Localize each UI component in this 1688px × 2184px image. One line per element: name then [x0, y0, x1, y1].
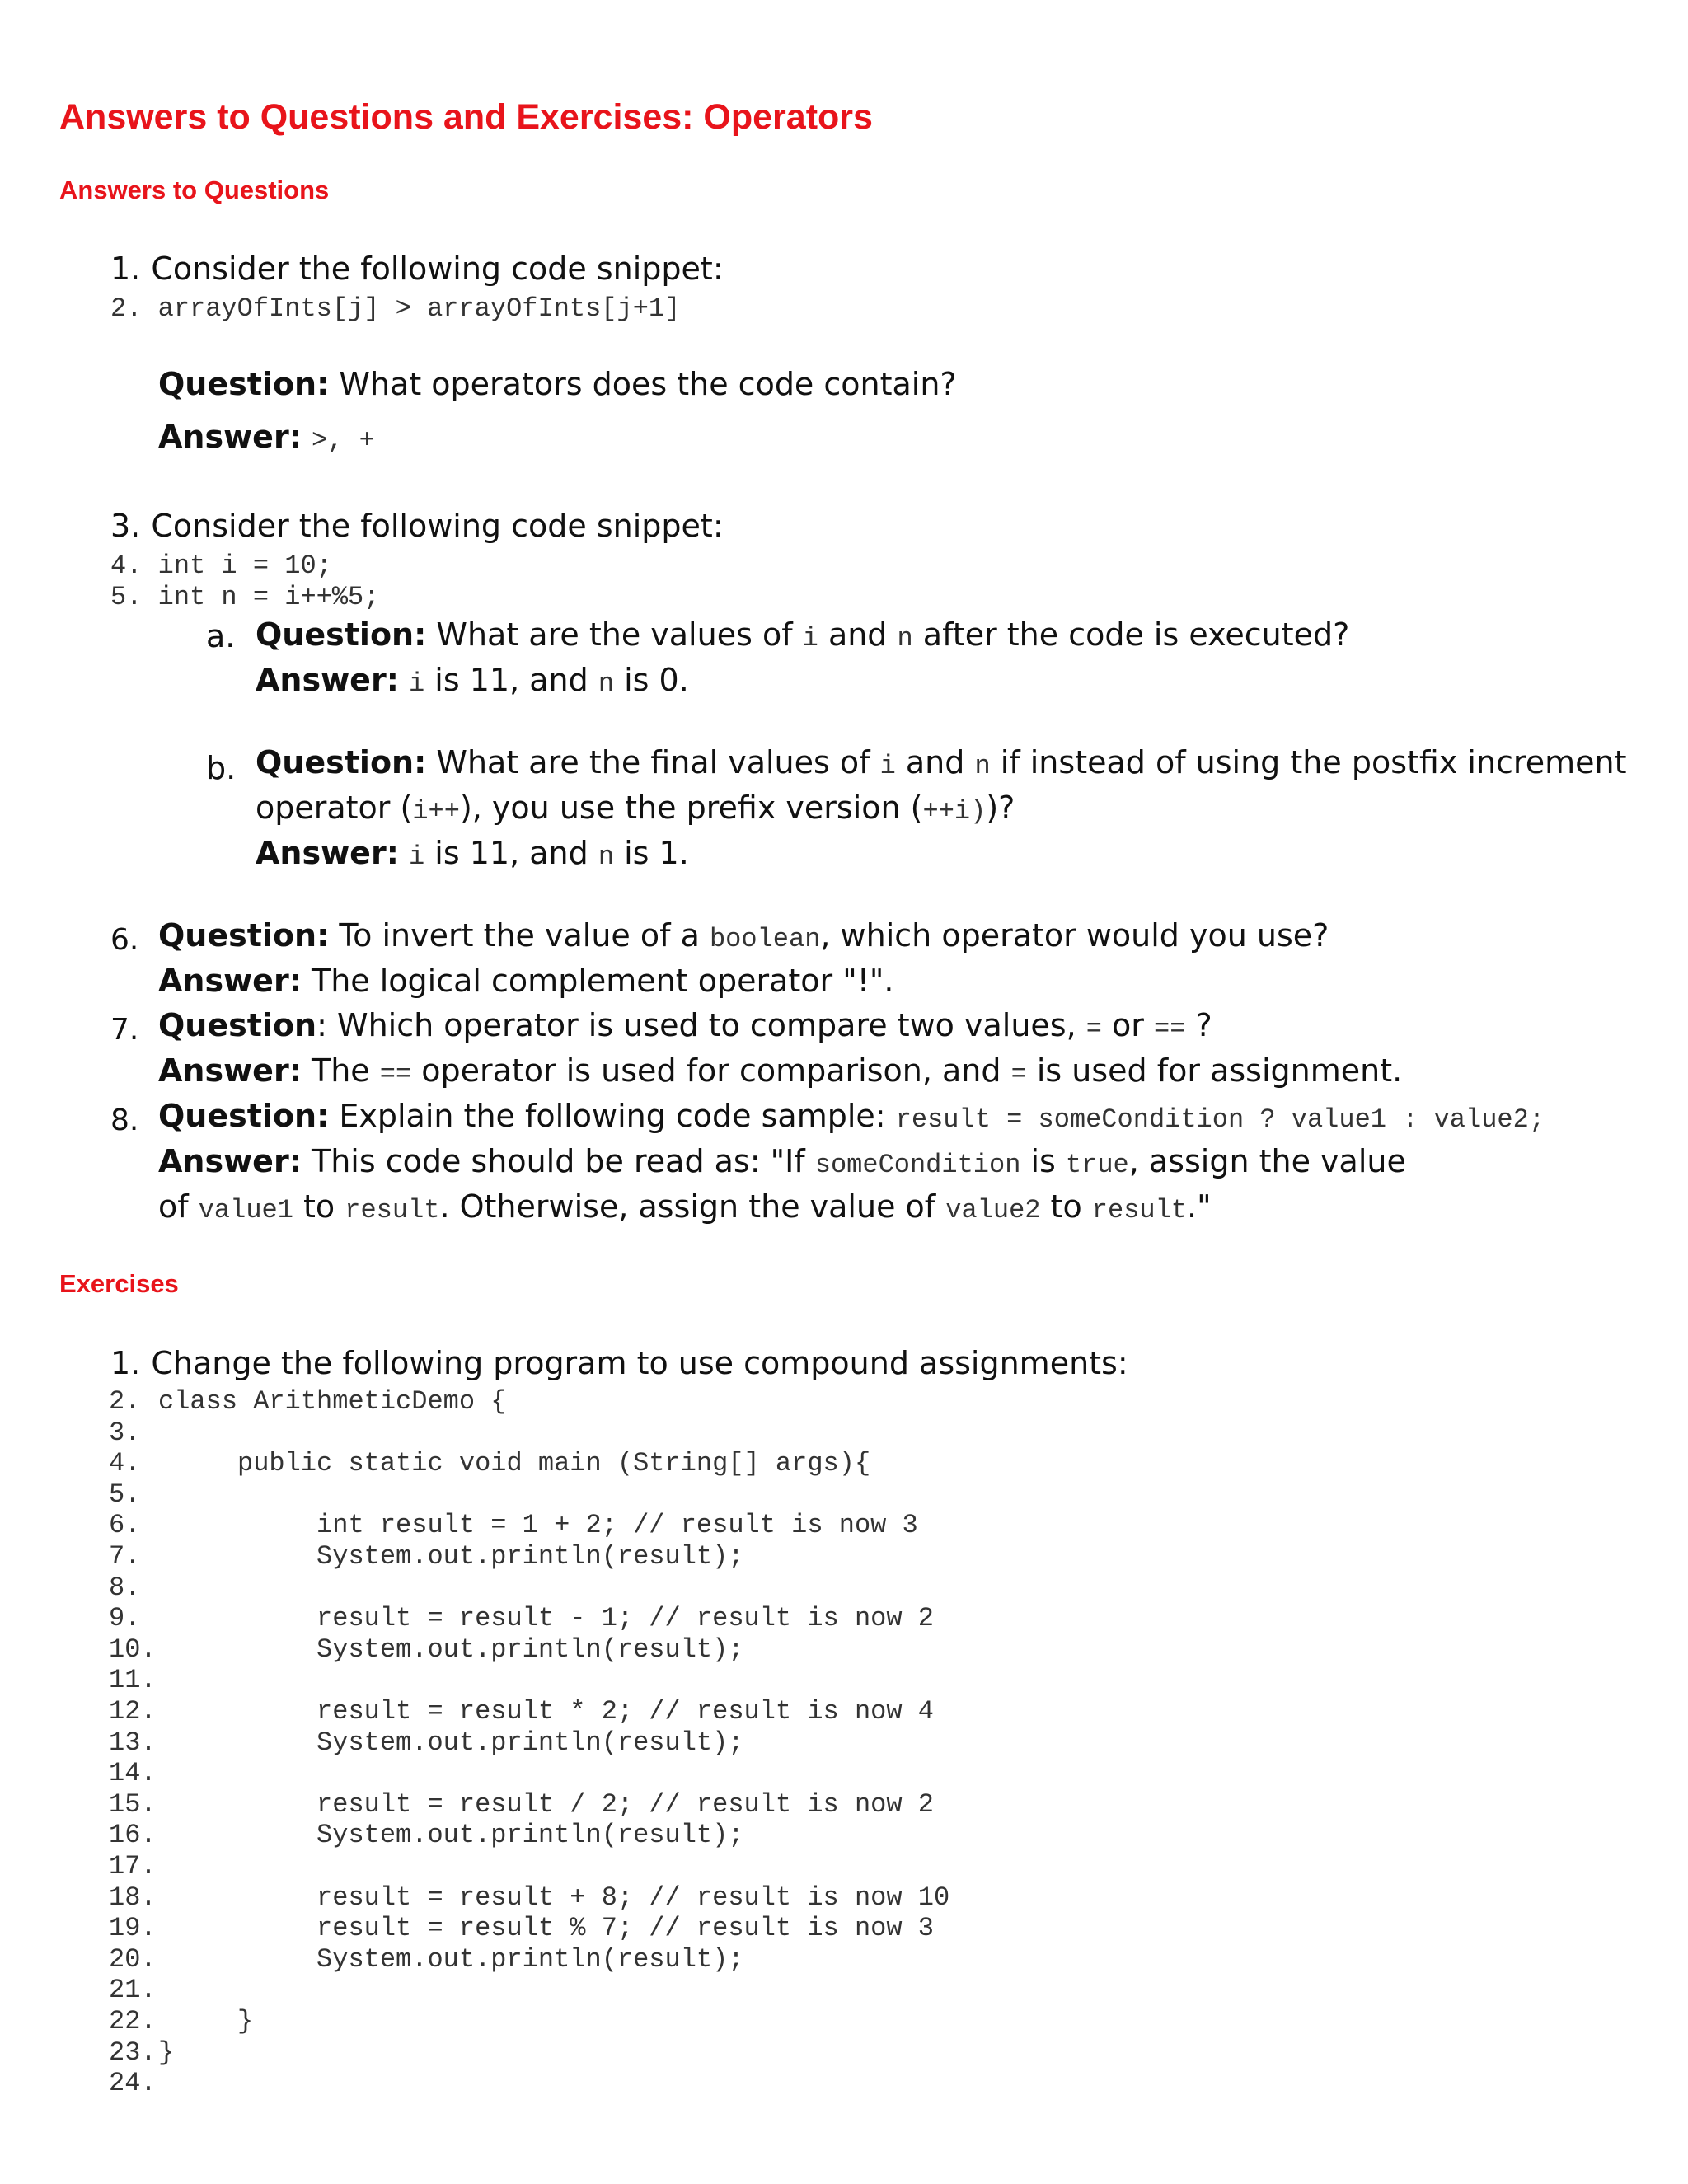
code-line-number: 8. [109, 1572, 141, 1603]
code-line [0, 1789, 1236, 1821]
q1-question: Question: What operators does the code contain? [158, 366, 957, 402]
code-line-text: System.out.println(result); [158, 1820, 744, 1851]
code-line-number: 5. [109, 1479, 141, 1510]
code-line-number: 11. [109, 1665, 157, 1696]
code-line-text: int result = 1 + 2; // result is now 3 [158, 1510, 918, 1541]
code-line-text: class ArithmeticDemo { [158, 1386, 507, 1417]
code-line [0, 1665, 1236, 1696]
q7-question: Question: Which operator is used to compare two values, = or == ? [158, 1007, 1212, 1044]
code-line [0, 2006, 1236, 2037]
code-line-text: System.out.println(result); [158, 1943, 744, 1975]
code-line-text: result = result % 7; // result is now 3 [158, 1913, 934, 1944]
q8-answer-line-2: of value1 to result. Otherwise, assign the value of value2 to result." [158, 1188, 1212, 1226]
code-line [0, 1913, 1236, 1944]
code-line-text: System.out.println(result); [158, 1727, 744, 1758]
section-heading-exercises: Exercises [59, 1269, 179, 1298]
q3a-answer: Answer: i is 11, and n is 0. [256, 662, 689, 699]
q3b-question: Question: What are the final values of i and n if instead of using the postfix increment [256, 744, 1627, 781]
code-line-number: 7. [109, 1541, 141, 1572]
q1-answer: Answer: >, + [158, 419, 375, 456]
code-line-number: 12. [109, 1696, 157, 1727]
code-line-number: 21. [109, 1975, 157, 2006]
q8-answer: Answer: This code should be read as: "If someCondition is true, assign the value [158, 1143, 1406, 1180]
code-line-number: 14. [109, 1758, 157, 1789]
code-line [0, 1851, 1236, 1882]
code-line [0, 1882, 1236, 1914]
code-line-text: System.out.println(result); [158, 1541, 744, 1572]
q3b-answer: Answer: i is 11, and n is 1. [256, 835, 689, 872]
q3-code-line-1: 4. int i = 10; [110, 551, 332, 581]
code-line-number: 6. [109, 1510, 141, 1541]
code-line [0, 1820, 1236, 1851]
code-line [0, 1727, 1236, 1759]
code-line [0, 1696, 1236, 1727]
code-line-number: 2. [109, 1386, 141, 1417]
code-line [0, 1418, 1236, 1449]
code-line-number: 4. [109, 1448, 141, 1479]
code-line-number: 22. [109, 2006, 157, 2036]
q6-question: Question: To invert the value of a boolean, which operator would you use? [158, 917, 1329, 954]
code-line-number: 13. [109, 1727, 157, 1758]
code-line [0, 1572, 1236, 1604]
code-line-number: 15. [109, 1788, 157, 1820]
code-line-number: 18. [109, 1882, 157, 1913]
code-line-number: 9. [109, 1603, 141, 1634]
q3-intro: 3. Consider the following code snippet: [110, 508, 724, 544]
code-line [0, 1975, 1236, 2006]
q3a-question: Question: What are the values of i and n after the code is executed? [256, 616, 1350, 654]
code-line-number: 19. [109, 1913, 157, 1944]
code-line-text: result = result / 2; // result is now 2 [158, 1788, 934, 1820]
q3b-question-line-2: operator (i++), you use the prefix version (++i))? [256, 790, 1015, 827]
q6-answer: Answer: The logical complement operator "!". [158, 963, 894, 999]
code-line-number: 16. [109, 1820, 157, 1851]
q8-question: Question: Explain the following code sample: result = someCondition ? value1 : value2; [158, 1098, 1545, 1135]
code-line [0, 1603, 1236, 1634]
code-line [0, 1386, 1236, 1418]
code-line-text: result = result - 1; // result is now 2 [158, 1603, 934, 1634]
q8-number: 8. [110, 1104, 139, 1137]
code-line [0, 1634, 1236, 1666]
q1-code: 2. arrayOfInts[j] > arrayOfInts[j+1] [110, 293, 681, 324]
q1-intro: 1. Consider the following code snippet: [110, 251, 724, 287]
code-line-number: 3. [109, 1417, 141, 1448]
code-line-number: 20. [109, 1943, 157, 1975]
code-line-number: 10. [109, 1633, 157, 1665]
code-line-text: public static void main (String[] args){ [158, 1448, 871, 1479]
section-heading-questions: Answers to Questions [59, 176, 330, 204]
code-line-text: result = result * 2; // result is now 4 [158, 1696, 934, 1727]
code-line-text: } [158, 2006, 254, 2036]
page-title: Answers to Questions and Exercises: Operators [59, 97, 873, 137]
code-line-number: 24. [109, 2068, 157, 2099]
q3a-marker: a. [206, 618, 236, 654]
q7-number: 7. [110, 1013, 139, 1047]
code-line-number: 17. [109, 1851, 157, 1882]
code-line [0, 1541, 1236, 1572]
code-line [0, 1479, 1236, 1511]
ex1-intro: 1. Change the following program to use compound assignments: [110, 1345, 1128, 1381]
code-line [0, 2068, 1236, 2099]
code-line [0, 1758, 1236, 1789]
q6-number: 6. [110, 923, 139, 957]
code-line-number: 23. [109, 2036, 157, 2068]
code-line [0, 2037, 1236, 2069]
code-line [0, 1944, 1236, 1975]
q3b-marker: b. [206, 750, 237, 786]
q7-answer: Answer: The == operator is used for comparison, and = is used for assignment. [158, 1052, 1403, 1090]
code-line-text: result = result + 8; // result is now 10 [158, 1882, 950, 1913]
code-line-text: } [158, 2036, 175, 2068]
code-line-text: System.out.println(result); [158, 1633, 744, 1665]
q3-code-line-2: 5. int n = i++%5; [110, 582, 380, 612]
code-line [0, 1448, 1236, 1479]
code-line [0, 1510, 1236, 1541]
